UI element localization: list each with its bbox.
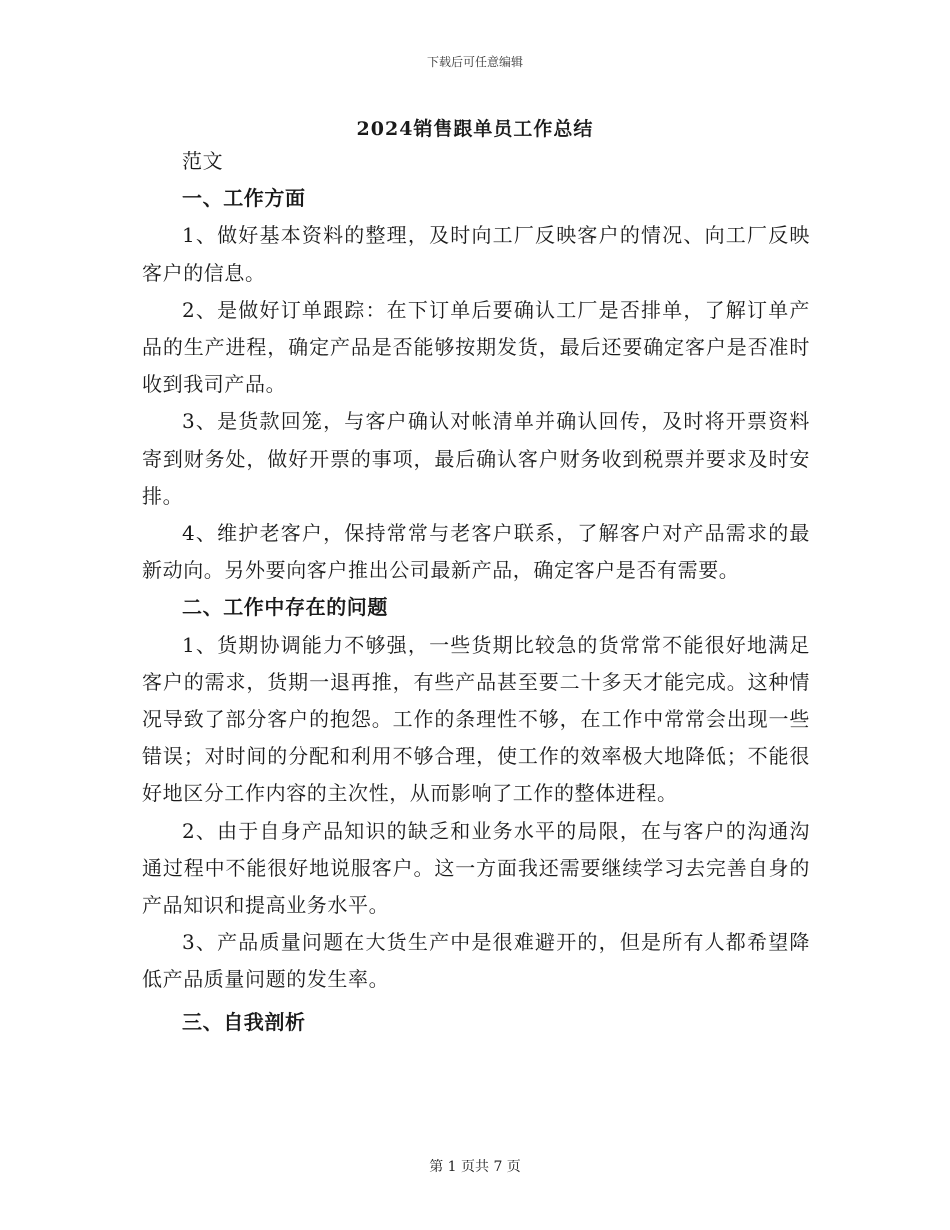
paragraph: 3、是货款回笼，与客户确认对帐清单并确认回传，及时将开票资料寄到财务处，做好开票的事项，最后确认客户财务收到税票并要求及时安排。 — [142, 409, 810, 508]
document-subtitle: 范文 — [182, 149, 224, 173]
document-title: 2024销售跟单员工作总结 — [356, 118, 594, 140]
paragraph: 1、做好基本资料的整理，及时向工厂反映客户的情况、向工厂反映客户的信息。 — [142, 223, 810, 285]
paragraph: 4、维护老客户，保持常常与老客户联系，了解客户对产品需求的最新动向。另外要向客户推出公司最新产品，确定客户是否有需要。 — [142, 521, 810, 583]
paragraph: 2、是做好订单跟踪：在下订单后要确认工厂是否排单，了解订单产品的生产进程，确定产品是否能够按期发货，最后还要确定客户是否准时收到我司产品。 — [142, 297, 810, 397]
paragraph: 3、产品质量问题在大货生产中是很难避开的，但是所有人都希望降低产品质量问题的发生率。 — [142, 930, 810, 992]
section-heading-problems: 二、工作中存在的问题 — [182, 595, 388, 620]
page-number: 第 1 页共 7 页 — [429, 1159, 521, 1175]
document-body — [142, 143, 810, 1041]
section-heading-work: 一、工作方面 — [182, 186, 306, 211]
paragraph: 2、由于自身产品知识的缺乏和业务水平的局限，在与客户的沟通沟通过程中不能很好地说服客户。这一方面我还需要继续学习去完善自身的产品知识和提高业务水平。 — [142, 818, 810, 918]
section-heading-self-analysis: 三、自我剖析 — [182, 1009, 306, 1034]
header-note: 下载后可任意编辑 — [426, 55, 523, 69]
paragraph: 1、货期协调能力不够强，一些货期比较急的货常常不能很好地满足客户的需求，货期一退再推，有些产品甚至要二十多天才能完成。这种情况导致了部分客户的抱怨。工作的条理性不够，在工作中常常会出现一些错误；对时间的分配和利用不够合理，使工作的效率极大地降低；不能很好地区分工作内容的主次性，从而影响了工作的整体进程。 — [142, 632, 810, 806]
